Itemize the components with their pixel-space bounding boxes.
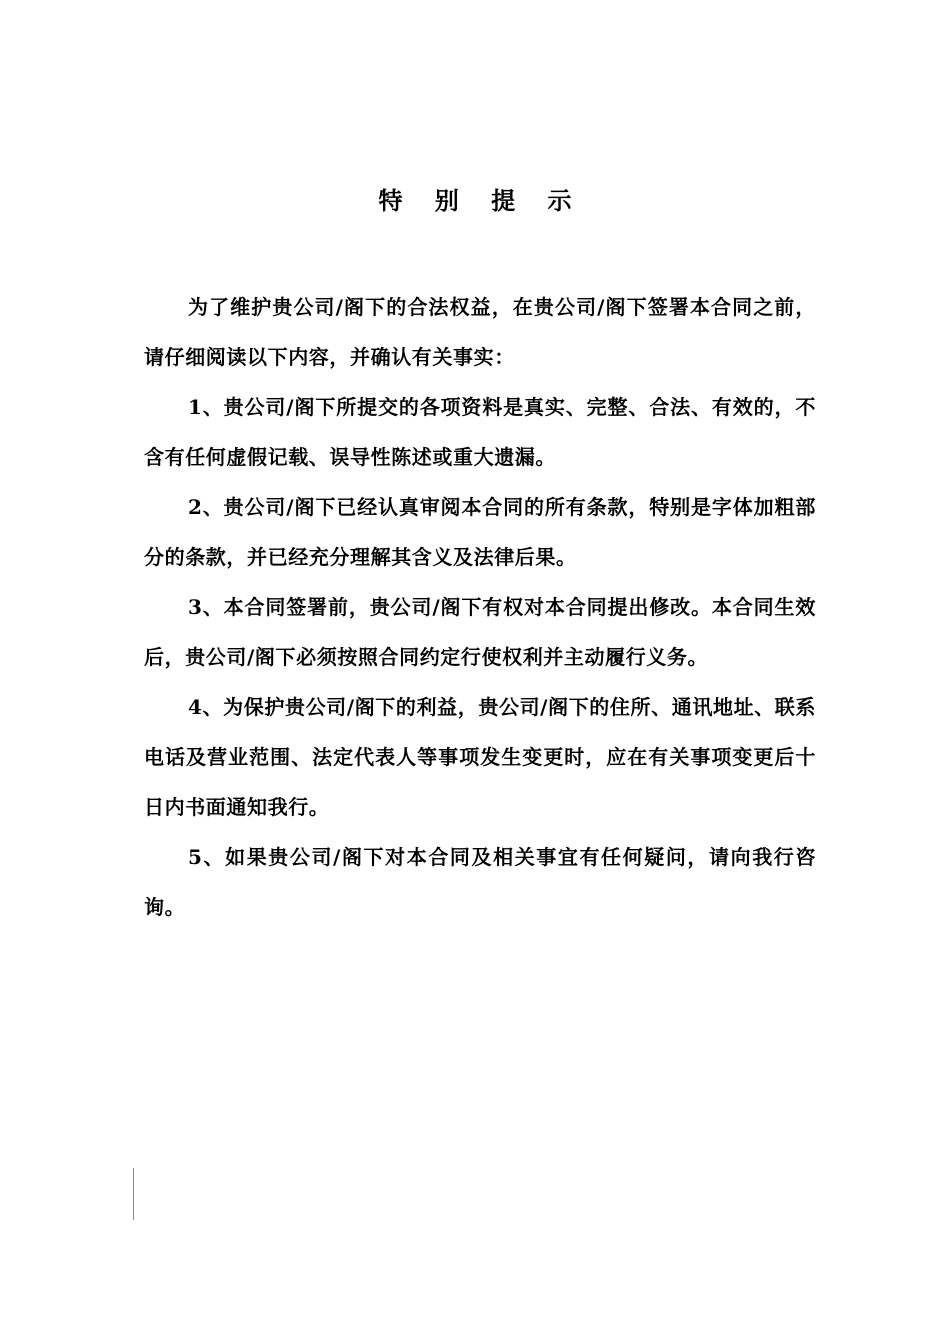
margin-rule	[133, 1168, 134, 1220]
notice-item-5: 5、如果贵公司/阁下对本合同及相关事宜有任何疑问，请向我行咨询。	[144, 845, 816, 919]
page-title: 特 别 提 示	[378, 187, 584, 215]
notice-item-3: 3、本合同签署前，贵公司/阁下有权对本合同提出修改。本合同生效后，贵公司/阁下必须按照合同约定行使权利并主动履行义务。	[144, 595, 816, 669]
notice-item-1: 1、贵公司/阁下所提交的各项资料是真实、完整、合法、有效的，不含有任何虚假记载、误导性陈述或重大遗漏。	[144, 395, 816, 469]
notice-item-4: 4、为保护贵公司/阁下的利益，贵公司/阁下的住所、通讯地址、联系电话及营业范围、法定代表人等事项发生变更时，应在有关事项变更后十日内书面通知我行。	[144, 695, 816, 819]
notice-item-2: 2、贵公司/阁下已经认真审阅本合同的所有条款，特别是字体加粗部分的条款，并已经充分理解其含义及法律后果。	[144, 495, 816, 569]
intro-paragraph: 为了维护贵公司/阁下的合法权益，在贵公司/阁下签署本合同之前，请仔细阅读以下内容，并确认有关事实：	[144, 295, 816, 369]
notice-body	[144, 282, 816, 932]
